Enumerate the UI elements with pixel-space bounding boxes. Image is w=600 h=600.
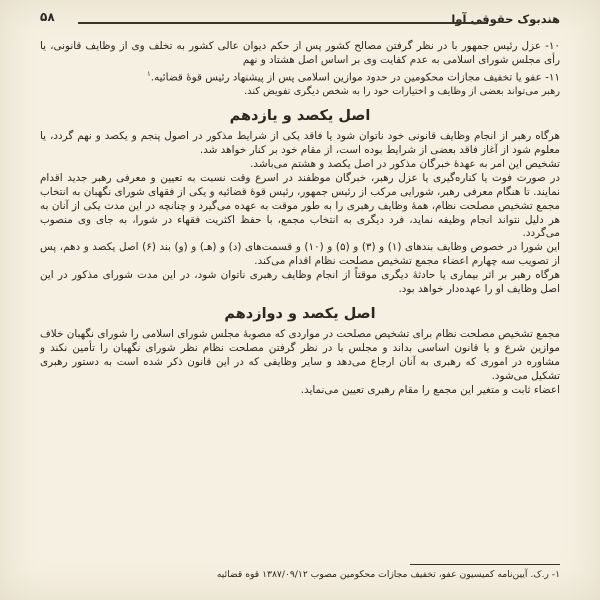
body-text xyxy=(40,40,560,398)
article-111-heading: اصل یکصد و یازدهم xyxy=(229,108,371,125)
delegation-note: رهبر می‌تواند بعضی از وظایف و اختیارات خود را به شخص دیگری تفویض کند. xyxy=(244,86,560,98)
article-111-paragraph: هرگاه رهبر بر اثر بیماری یا حادثهٔ دیگری موقتاً از انجام وظایف رهبری ناتوان شود، در این مدت شورای مذکور در این اصل وظایف او را عهده‌دار خواهد بود. xyxy=(40,269,560,296)
clause-11-text: ۱۱- عفو یا تخفیف مجازات محکومین در حدود موازین اسلامی پس از پیشنهاد رئیس قوهٔ قضائیه. xyxy=(150,71,560,84)
article-112-paragraph: اعضاء ثابت و متغیر این مجمع را مقام رهبری تعیین می‌نماید. xyxy=(300,383,560,396)
header-rule xyxy=(78,22,488,24)
article-112-heading: اصل یکصد و دوازدهم xyxy=(224,305,376,322)
clause-11 xyxy=(40,68,560,85)
footnote: ۱- ر.ک. آیین‌نامه کمیسیون عفو، تخفیف مجازات محکومین مصوب ۱۳۸۷/۰۹/۱۲ قوه قضائیه xyxy=(216,569,560,580)
running-title: هندبوک حقوقی آوا xyxy=(451,12,560,26)
article-112-paragraph: مجمع تشخیص مصلحت نظام برای تشخیص مصلحت در مواردی که مصوبهٔ مجلس شورای اسلامی را شورای نگهبان خلاف موازین شرع و یا قانون اساسی بداند و مجلس با در نظر گرفتن مصلحت نظام نظر شورای نگهبان را تأمین نکند و مشاوره در اموری که رهبری به آنان ارجاع می‌دهد و سایر وظایفی که در این قانون ذکر شده است به دستور رهبری تشکیل می‌شود. xyxy=(40,327,560,382)
footnote-rule xyxy=(410,564,560,565)
article-111-paragraph: این شورا در خصوص وظایف بندهای (۱) و (۳) و (۵) و (۱۰) و قسمت‌های (د) و (هـ) و (و) بند (۶) اصل یکصد و دهم، پس از تصویب سه چهارم اعضاء مجمع تشخیص مصلحت نظام اقدام می‌کند. xyxy=(40,241,561,268)
footnote-marker: ۱ xyxy=(147,69,151,78)
page-header xyxy=(0,10,600,32)
article-111-paragraph: تشخیص این امر به عهدهٔ خبرگان مذکور در اصل یکصد و هشتم می‌باشد. xyxy=(250,157,560,170)
page-number: ۵۸ xyxy=(40,10,55,24)
clause-10: ۱۰- عزل رئیس جمهور با در نظر گرفتن مصالح کشور پس از حکم دیوان عالی کشور به تخلف وی از وظایف قانونی، یا رأی مجلس شورای اسلامی به عدم کفایت وی بر اساس اصل هشتاد و نهم xyxy=(40,40,560,66)
article-111-paragraph: در صورت فوت یا کناره‌گیری یا عزل رهبر، خبرگان موظفند در اسرع وقت نسبت به تعیین و معرفی رهبر جدید اقدام نمایند. تا هنگام معرفی رهبر، شورایی مرکب از رئیس جمهور، رئیس قوهٔ قضائیه و یکی از فقهای شورای نگهبان به انتخاب مجمع تشخیص مصلحت نظام، همهٔ وظایف رهبری را به طور موقت به عهده می‌گیرد و چنانچه در این مدت یکی از آنان به هر دلیل نتواند انجام وظیفه نماید، فرد دیگری به انتخاب مجمع، با حفظ اکثریت فقهاء در شورا، به جای وی منصوب می‌گردد. xyxy=(40,171,560,240)
article-111-paragraph: هرگاه رهبر از انجام وظایف قانونی خود ناتوان شود یا فاقد یکی از شرایط مذکور در اصول پنجم و یکصد و نهم گردد، یا معلوم شود از آغاز فاقد بعضی از شرایط بوده است، از مقام خود بر کنار خواهد شد. xyxy=(40,130,560,156)
